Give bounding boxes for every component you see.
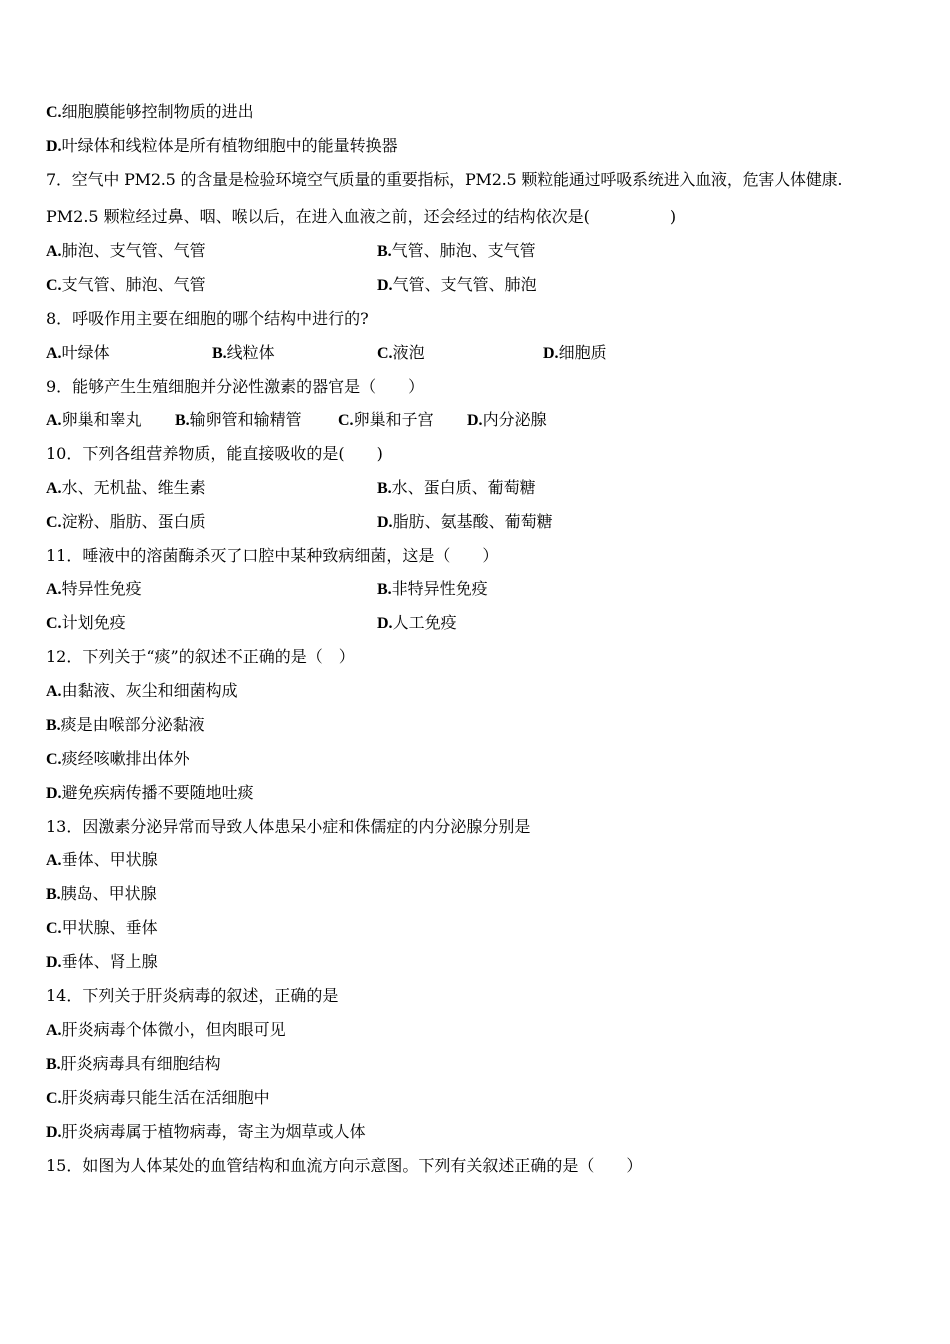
q14-option-d: [46, 1122, 366, 1143]
option-text: 人工免疫: [392, 613, 457, 632]
option-text: 输卵管和输精管: [189, 410, 302, 429]
option-letter: D.: [467, 412, 483, 429]
q13-option-b: [46, 884, 157, 905]
q7-option-c: [46, 275, 206, 296]
option-text: 细胞膜能够控制物质的进出: [61, 102, 254, 121]
option-text: 非特异性免疫: [391, 579, 488, 598]
q9-stem: 9．能够产生生殖细胞并分泌性激素的器官是（ ）: [46, 377, 425, 396]
option-text: 气管、肺泡、支气管: [391, 241, 536, 260]
option-text: 水、无机盐、维生素: [61, 478, 206, 497]
q10-option-d: [377, 512, 553, 533]
option-letter: D.: [46, 785, 62, 802]
q9-option-b: [175, 410, 302, 431]
option-letter: C.: [46, 277, 62, 294]
option-letter: D.: [46, 954, 62, 971]
option-text: 胰岛、甲状腺: [60, 884, 157, 903]
option-text: 淀粉、脂肪、蛋白质: [61, 512, 206, 531]
option-letter: C.: [46, 920, 62, 937]
option-letter: B.: [377, 480, 392, 497]
option-text: 细胞质: [558, 343, 607, 362]
option-letter: A.: [46, 412, 62, 429]
option-letter: D.: [377, 615, 393, 632]
option-letter: B.: [377, 581, 392, 598]
option-letter: A.: [46, 243, 62, 260]
q11-option-b: [377, 579, 488, 600]
option-text: 叶绿体: [61, 343, 110, 362]
option-letter: A.: [46, 581, 62, 598]
q11-option-a: [46, 579, 142, 600]
option-text: 肝炎病毒只能生活在活细胞中: [61, 1088, 270, 1107]
option-text: 脂肪、氨基酸、葡萄糖: [392, 512, 553, 531]
option-letter: B.: [175, 412, 190, 429]
q6-option-c: [46, 102, 254, 123]
q13-stem: 13．因激素分泌异常而导致人体患呆小症和侏儒症的内分泌腺分别是: [46, 817, 531, 836]
q6-option-d: [46, 136, 398, 157]
q11-stem: 11．唾液中的溶菌酶杀灭了口腔中某种致病细菌，这是（ ）: [46, 546, 499, 565]
q12-option-c: [46, 749, 190, 770]
option-text: 内分泌腺: [482, 410, 547, 429]
option-letter: A.: [46, 480, 62, 497]
q8-option-b: [212, 343, 275, 364]
option-text: 由黏液、灰尘和细菌构成: [61, 681, 238, 700]
option-text: 支气管、肺泡、气管: [61, 275, 206, 294]
option-text: 痰是由喉部分泌黏液: [60, 715, 205, 734]
q7-option-b: [377, 241, 536, 262]
q14-option-b: [46, 1054, 221, 1075]
q12-option-d: [46, 783, 254, 804]
q7-stem-line2: PM2.5 颗粒经过鼻、咽、喉以后，在进入血液之前，还会经过的结构依次是( ): [46, 207, 677, 226]
option-letter: C.: [46, 1090, 62, 1107]
option-letter: A.: [46, 683, 62, 700]
q10-option-a: [46, 478, 206, 499]
q11-option-c: [46, 613, 126, 634]
option-text: 肝炎病毒具有细胞结构: [60, 1054, 221, 1073]
q8-option-c: [377, 343, 425, 364]
q14-option-c: [46, 1088, 270, 1109]
option-text: 卵巢和子宫: [353, 410, 434, 429]
q9-option-c: [338, 410, 434, 431]
option-text: 卵巢和睾丸: [61, 410, 142, 429]
q12-stem: 12．下列关于“痰”的叙述不正确的是（ ）: [46, 647, 355, 666]
option-letter: C.: [338, 412, 354, 429]
option-letter: C.: [46, 104, 62, 121]
option-text: 叶绿体和线粒体是所有植物细胞中的能量转换器: [61, 136, 398, 155]
q8-option-a: [46, 343, 110, 364]
q13-option-a: [46, 850, 158, 871]
q10-option-b: [377, 478, 536, 499]
q13-option-c: [46, 918, 158, 939]
q13-option-d: [46, 952, 158, 973]
option-letter: C.: [377, 345, 393, 362]
q12-option-a: [46, 681, 238, 702]
option-text: 气管、支气管、肺泡: [392, 275, 537, 294]
option-text: 肝炎病毒个体微小，但肉眼可见: [61, 1020, 286, 1039]
option-letter: D.: [543, 345, 559, 362]
option-text: 避免疾病传播不要随地吐痰: [61, 783, 254, 802]
option-letter: D.: [46, 1124, 62, 1141]
option-text: 计划免疫: [61, 613, 126, 632]
option-text: 垂体、肾上腺: [61, 952, 158, 971]
q10-stem: 10．下列各组营养物质，能直接吸收的是( ): [46, 444, 383, 463]
option-letter: B.: [46, 717, 61, 734]
q7-option-a: [46, 241, 206, 262]
option-letter: C.: [46, 514, 62, 531]
q8-stem: 8．呼吸作用主要在细胞的哪个结构中进行的?: [46, 309, 369, 328]
option-text: 液泡: [392, 343, 425, 362]
q12-option-b: [46, 715, 205, 736]
q9-option-d: [467, 410, 547, 431]
option-letter: D.: [377, 277, 393, 294]
option-letter: D.: [377, 514, 393, 531]
option-text: 垂体、甲状腺: [61, 850, 158, 869]
option-text: 特异性免疫: [61, 579, 142, 598]
option-letter: A.: [46, 345, 62, 362]
q14-stem: 14．下列关于肝炎病毒的叙述，正确的是: [46, 986, 339, 1005]
option-text: 甲状腺、垂体: [61, 918, 158, 937]
option-text: 肺泡、支气管、气管: [61, 241, 206, 260]
q15-stem: 15．如图为人体某处的血管结构和血流方向示意图。下列有关叙述正确的是（ ）: [46, 1156, 643, 1175]
option-letter: D.: [46, 138, 62, 155]
q10-option-c: [46, 512, 206, 533]
q7-option-d: [377, 275, 537, 296]
option-letter: B.: [46, 886, 61, 903]
q14-option-a: [46, 1020, 286, 1041]
option-letter: C.: [46, 615, 62, 632]
q8-option-d: [543, 343, 607, 364]
q7-stem-line1: 7．空气中 PM2.5 的含量是检验环境空气质量的重要指标，PM2.5 颗粒能通过呼吸系统进入血液，危害人体健康.: [46, 170, 843, 189]
option-text: 肝炎病毒属于植物病毒，寄主为烟草或人体: [61, 1122, 366, 1141]
option-letter: A.: [46, 1022, 62, 1039]
option-letter: C.: [46, 751, 62, 768]
option-letter: A.: [46, 852, 62, 869]
option-letter: B.: [46, 1056, 61, 1073]
option-text: 痰经咳嗽排出体外: [61, 749, 190, 768]
option-text: 水、蛋白质、葡萄糖: [391, 478, 536, 497]
q9-option-a: [46, 410, 142, 431]
option-letter: B.: [377, 243, 392, 260]
option-letter: B.: [212, 345, 227, 362]
q11-option-d: [377, 613, 457, 634]
option-text: 线粒体: [226, 343, 275, 362]
